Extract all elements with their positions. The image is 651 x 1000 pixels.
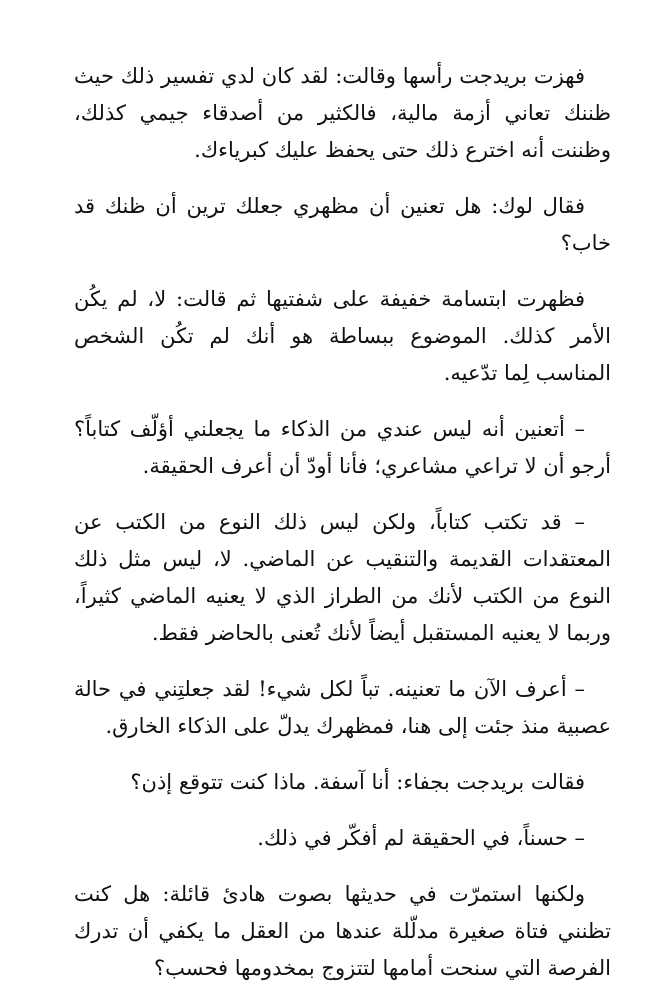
paragraph: فظهرت ابتسامة خفيفة على شفتيها ثم قالت: لا، لم يكُن الأمر كذلك. الموضوع ببساطة هو أنك لم تكُن الشخص المناسب لِما تدّعيه. [74,287,611,385]
paragraph: ولكنها استمرّت في حديثها بصوت هادئ قائلة: هل كنت تظنني فتاة صغيرة مدلّلة عندها من العقل ما يكفي أن تدرك الفرصة التي سنحت أمامها لتتزوج بمخدومها فحسب؟ [74,882,611,980]
paragraph: فقال لوك: هل تعنين أن مظهري جعلك ترين أن ظنك قد خاب؟ [74,194,611,255]
paragraph: فهزت بريدجت رأسها وقالت: لقد كان لدي تفسير ذلك حيث ظننك تعاني أزمة مالية، فالكثير من أصدقاء جيمي كذلك، وظننت أنه اخترع ذلك حتى يحفظ عليك كبرياءك. [74,64,611,162]
paragraph: – حسناً، في الحقيقة لم أفكّر في ذلك. [257,826,585,850]
paragraph: – أتعنين أنه ليس عندي من الذكاء ما يجعلني أؤلّف كتاباً؟ أرجو أن لا تراعي مشاعري؛ فأنا أودّ أن أعرف الحقيقة. [74,417,611,478]
paragraph: – أعرف الآن ما تعنينه. تباً لكل شيء! لقد جعلتِني في حالة عصبية منذ جئت إلى هنا، فمظهرك يدلّ على الذكاء الخارق. [74,677,611,738]
page-text-body [74,58,611,987]
paragraph: فقالت بريدجت بجفاء: أنا آسفة. ماذا كنت تتوقع إذن؟ [130,770,585,794]
paragraph: – قد تكتب كتاباً، ولكن ليس ذلك النوع من الكتب عن المعتقدات القديمة والتنقيب عن الماضي. لا، ليس مثل ذلك النوع من الكتب لأنك من الطراز الذي لا يعنيه الماضي كثيراً، وربما لا يعنيه المستقبل أيضاً لأنك تُعنى بالحاضر فقط. [74,510,611,645]
